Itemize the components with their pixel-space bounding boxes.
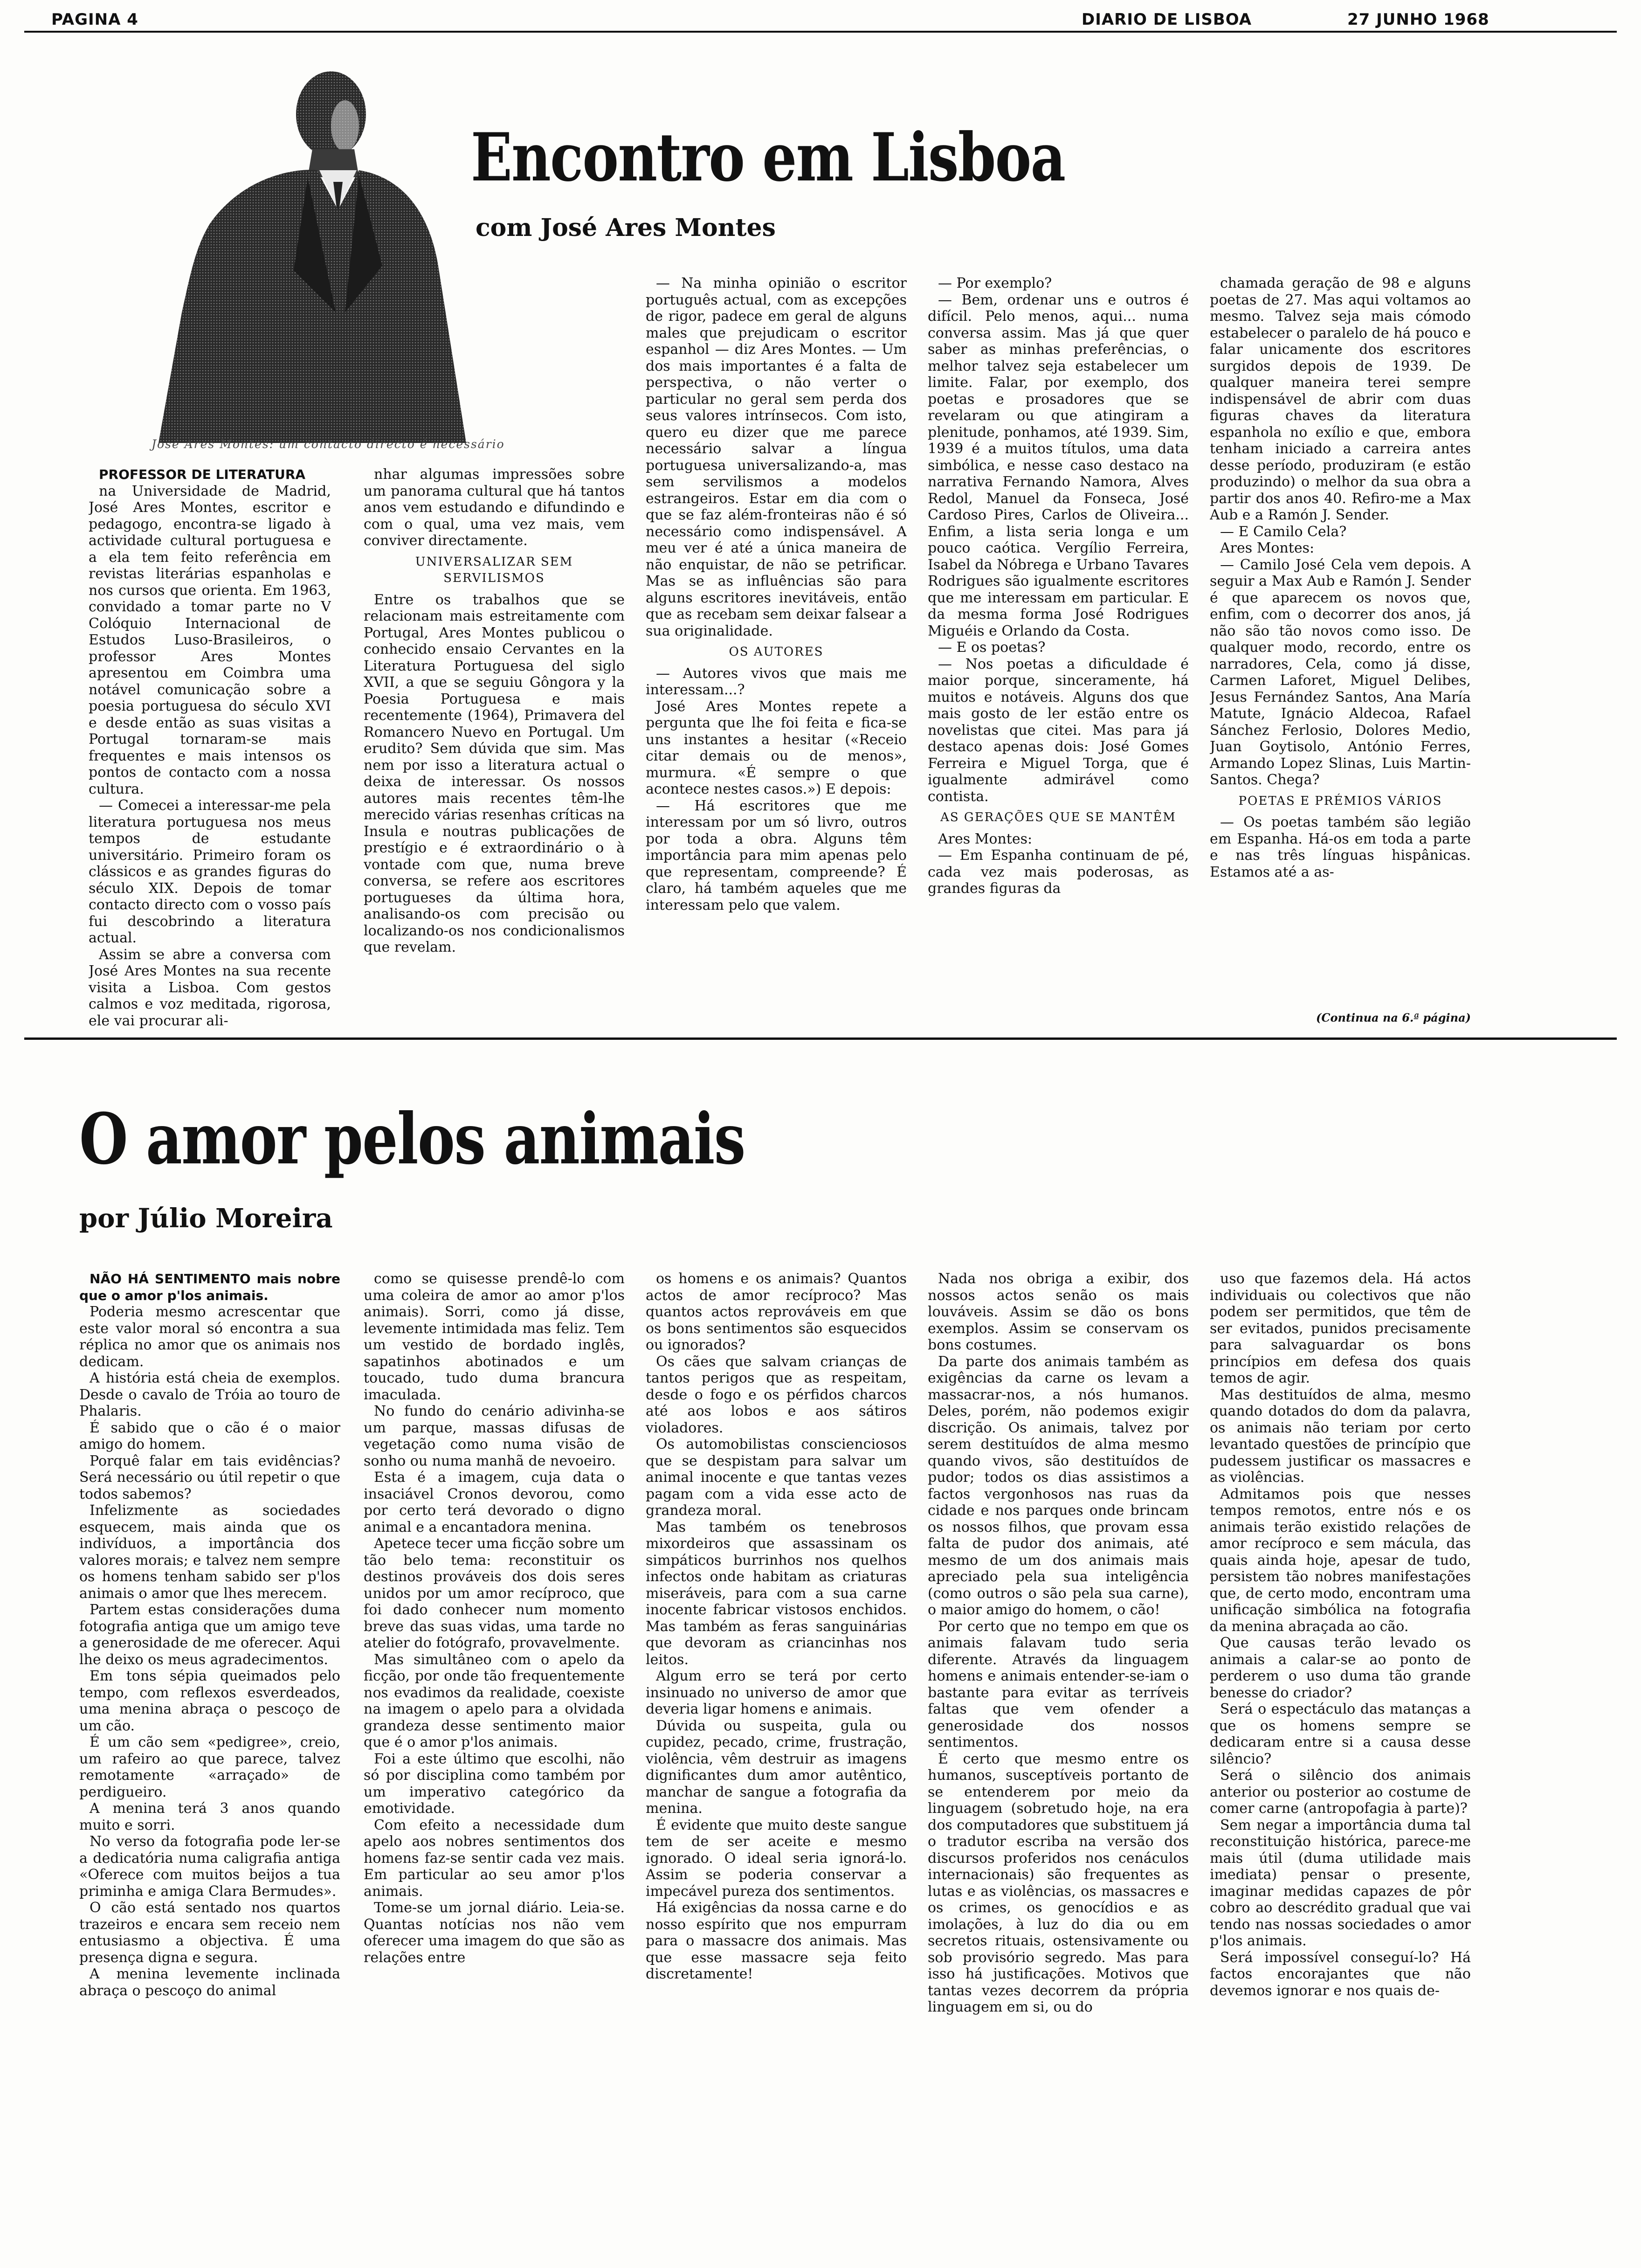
paragraph: É um cão sem «pedigree», creio, um rafeiro ao que parece, talvez remotamente «arraçado» de perdigueiro. (79, 1734, 340, 1800)
paragraph: Mas simultâneo com o apelo da ficção, por onde tão frequentemente nos evadimos da realidade, coexiste na imagem o apelo para a olvidada grandeza desse sentimento maior que é o amor p'los animais. (364, 1651, 625, 1750)
article1-col3 (646, 275, 907, 1030)
paragraph: Ares Montes: (1220, 540, 1315, 556)
article2-byline: por Júlio Moreira (79, 1203, 333, 1234)
continued-note: (Continua na 6.ª página) (1316, 1011, 1471, 1024)
paragraph: — Autores vivos que mais me interessam...? (646, 665, 907, 698)
article1-subtitle: com José Ares Montes (476, 214, 776, 242)
paragraph: — Os poetas também são legião em Espanha. Há-os em toda a parte e nas três línguas hispânicas. Estamos até a as- (1210, 814, 1471, 880)
article1-col4 (928, 275, 1189, 1030)
paragraph: A história está cheia de exemplos. Desde o cavalo de Tróia ao touro de Phalaris. (79, 1370, 340, 1419)
paragraph: — Em Espanha continuam de pé, cada vez mais poderosas, as grandes figuras da (928, 847, 1189, 897)
newspaper-name: DIARIO DE LISBOA (1082, 10, 1252, 29)
paragraph: — Camilo José Cela vem depois. A seguir a Max Aub e Ramón J. Sender é que aparecem os novos que, enfim, com o decorrer dos anos, já não são tão novos como isso. De qualquer modo, recordo, entre os narradores, Cela, como já disse, Carmen Laforet, Miguel Delibes, Jesus Fernández Santos, Ana María Matute, Ignácio Aldecoa, Rafael Sánchez Ferlosio, Dolores Medio, Juan Goytisolo, António Ferres, Armando Lopez Slinas, Luis Martin-Santos. Chega? (1210, 556, 1471, 788)
paragraph: como se quisesse prendê-lo com uma coleira de amor ao amor p'los animais). Sorri, como já disse, levemente intimidada mas feliz. Tem um vestido de bordado inglês, sapatinhos abotinados e um toucado, tudo duma brancura imaculada. (364, 1271, 625, 1403)
paragraph: Dúvida ou suspeita, gula ou cupidez, pecado, crime, frustração, violência, vêm destruir as imagens dignificantes dum amor autêntico, manchar de sangue a fotografia da menina. (646, 1717, 907, 1817)
paragraph: Da parte dos animais também as exigências da carne os levam a massacrar-nos, a nós humanos. Deles, porém, não podemos exigir discrição. Os animais, talvez por serem destituídos de alma mesmo quando vivos, são destituídos de pudor; todos os dias assistimos a factos vergonhosos nas ruas da cidade e nos parques onde brincam os nossos filhos, que provam essa falta de pudor dos animais, até mesmo de um dos animais mais apreciado pela sua inteligência (como outros o são pela sua carne), o maior amigo do homem, o cão! (928, 1353, 1189, 1618)
section-heading: POETAS E PRÉMIOS VÁRIOS (1238, 794, 1442, 808)
paragraph: — E os poetas? (938, 639, 1046, 656)
paragraph: Entre os trabalhos que se relacionam mais estreitamente com Portugal, Ares Montes publicou o conhecido ensaio Cervantes en la Literatura Portuguesa del siglo XVII, a que se seguiu Gôngora y la Poesia Portuguesa e mais recentemente (1964), Primavera del Romancero Nuevo en Portugal. Um erudito? Sem dúvida que sim. Mas nem por isso a literatura actual o deixa de interessar. Os nossos autores mais recentes têm-lhe merecido várias resenhas críticas na Insula e noutras publicações de prestígio e é extraordinário o à vontade com que, numa breve conversa, se refere aos escritores portugueses da última hora, analisando-os com precisão ou localizando-os nos condicionalismos que revelam. (364, 591, 625, 955)
paragraph: Por certo que no tempo em que os animais falavam tudo seria diferente. Através da linguagem homens e animais entender-se-iam o bastante para evitar as terríveis faltas que vem ofender a generosidade dos nossos sentimentos. (928, 1618, 1189, 1750)
paragraph: Ares Montes: (938, 830, 1033, 847)
paragraph: — Comecei a interessar-me pela literatura portuguesa nos meus tempos de estudante universitário. Primeiro foram os clássicos e as grandes figuras do século XIX. Depois de tomar contacto directo com o vosso país fui descobrindo a literatura actual. (89, 797, 331, 946)
paragraph: — Há escritores que me interessam por um só livro, outros por toda a obra. Alguns têm importância para mim apenas pelo que representam, compreende? É claro, há também aqueles que me interessam pelo que valem. (646, 797, 907, 913)
paragraph: Em tons sépia queimados pelo tempo, com reflexos esverdeados, uma menina abraça o pescoço de um cão. (79, 1668, 340, 1734)
article2-col1 (79, 1271, 340, 2073)
paragraph: Será impossível conseguí-lo? Há factos encorajantes que não devemos ignorar e nos quais de- (1210, 1949, 1471, 1999)
paragraph: Nada nos obriga a exibir, dos nossos actos senão os mais louváveis. Assim se dão os bons exemplos. Assim se conservam os bons costumes. (928, 1271, 1189, 1353)
paragraph: chamada geração de 98 e alguns poetas de 27. Mas aqui voltamos ao mesmo. Talvez seja mais cómodo estabelecer o paralelo de há pouco e falar unicamente dos escritores surgidos depois de 1939. De qualquer maneira terei sempre indispensável de abrir com duas figuras chaves da literatura espanhola no exílio e que, embora tenham iniciado a carreira antes desse período, produziram (e estão produzindo) o melhor da sua obra a partir dos anos 40. Refiro-me a Max Aub e a Ramón J. Sender. (1210, 275, 1471, 523)
paragraph: A menina levemente inclinada abraça o pescoço do animal (79, 1966, 340, 1999)
paragraph: Será o silêncio dos animais anterior ou posterior ao costume de comer carne (antropofagia à parte)? (1210, 1767, 1471, 1817)
article1-col2 (364, 466, 625, 1030)
article-divider (24, 1037, 1617, 1040)
photo-caption: José Ares Montes: um contacto directo é necessário (152, 437, 505, 451)
paragraph: Mas destituídos de alma, mesmo quando dotados do dom da palavra, os animais não teriam por certo levantado questões de princípio que pudessem justificar os massacres e as violências. (1210, 1386, 1471, 1486)
paragraph: Assim se abre a conversa com José Ares Montes na sua recente visita a Lisboa. Com gestos calmos e voz meditada, rigorosa, ele vai procurar ali- (89, 946, 331, 1029)
lead-paragraph: NÃO HÁ SENTIMENTO mais nobre que o amor p'los animais. (79, 1271, 340, 1303)
section-heading: AS GERAÇÕES QUE SE MANTÊM (940, 810, 1176, 824)
paragraph: Poderia mesmo acrescentar que este valor moral só encontra a sua réplica no amor que os animais nos dedicam. (79, 1304, 340, 1370)
paragraph: Há exigências da nossa carne e do nosso espírito que nos empurram para o massacre dos animais. Mas que esse massacre seja feito discretamente! (646, 1900, 907, 1982)
paragraph: — E Camilo Cela? (1220, 523, 1347, 540)
paragraph: Esta é a imagem, cuja data o insaciável Cronos devorou, como por certo terá devorado o digno animal e a encantadora menina. (364, 1469, 625, 1535)
paragraph: Tome-se um jornal diário. Leia-se. Quantas notícias nos não vem oferecer uma imagem do que são as relações entre (364, 1900, 625, 1966)
paragraph: Os automobilistas conscienciosos que se despistam para salvar um animal inocente e que tantas vezes pagam com a vida esse acto de grandeza moral. (646, 1436, 907, 1519)
paragraph: nhar algumas impressões sobre um panorama cultural que há tantos anos vem estudando e difundindo e com o qual, uma vez mais, vem conviver directamente. (364, 466, 625, 549)
header-rule (24, 31, 1617, 33)
article2-col5 (1210, 1271, 1471, 2073)
paragraph: Mas também os tenebrosos mixordeiros que assassinam os simpáticos burrinhos nos quelhos infectos onde habitam as criaturas miseráveis, para com a sua carne inocente fabricar vistosos enchidos. Mas também as feras sanguinárias que devoram as criancinhas nos leitos. (646, 1519, 907, 1668)
paragraph: Apetece tecer uma ficção sobre um tão belo tema: reconstituir os destinos prováveis dos dois seres unidos por um amor recíproco, que foi dado conhecer num momento breve das suas vidas, uma tarde no atelier do fotógrafo, provavelmente. (364, 1535, 625, 1651)
paragraph: Admitamos pois que nesses tempos remotos, entre nós e os animais terão existido relações de amor recíproco e sem mácula, das quais ainda hoje, apesar de tudo, persistem tão nobres manifestações que, de certo modo, encontram uma unificação simbólica na fotografia da menina abraçada ao cão. (1210, 1486, 1471, 1635)
article2-col3 (646, 1271, 907, 2073)
paragraph: É evidente que muito deste sangue tem de ser aceite e mesmo ignorado. O ideal seria ignorá-lo. Assim se poderia conservar a impecável pureza dos sentimentos. (646, 1817, 907, 1900)
paragraph: uso que fazemos dela. Há actos individuais ou colectivos que não podem ser permitidos, que têm de ser evitados, punidos precisamente para salvaguardar os bons princípios em defesa dos quais temos de agir. (1210, 1271, 1471, 1386)
paragraph: No fundo do cenário adivinha-se um parque, massas difusas de vegetação como numa visão de sonho ou numa manhã de nevoeiro. (364, 1403, 625, 1469)
paragraph: Porquê falar em tais evidências? Será necessário ou útil repetir o que todos sabemos? (79, 1452, 340, 1502)
paragraph: A menina terá 3 anos quando muito e sorri. (79, 1800, 340, 1833)
paragraph: O cão está sentado nos quartos trazeiros e encara sem receio nem entusiasmo a objectiva. É uma presença digna e segura. (79, 1900, 340, 1966)
paragraph: Os cães que salvam crianças de tantos perigos que as respeitam, desde o fogo e os pérfidos charcos até aos lobos e aos sátiros violadores. (646, 1353, 907, 1436)
issue-date: 27 JUNHO 1968 (1347, 10, 1489, 29)
paragraph: É certo que mesmo entre os humanos, susceptíveis portanto de se entenderem por meio da linguagem (sobretudo hoje, na era dos computadores que substituem já o tradutor escriba na versão dos discursos proferidos nos cenáculos internacionais) são frequentes as lutas e as violências, os massacres e os crimes, os genocídios e as imolações, à luz do dia ou em secretos rituais, ostensivamente ou sob provisório segredo. Mas para isso há justificações. Motivos que tantas vezes decorrem da própria linguagem em si, ou do (928, 1750, 1189, 2015)
lead-paragraph: PROFESSOR DE LITERATURA (99, 467, 306, 482)
paragraph: — Na minha opinião o escritor português actual, com as excepções de rigor, padece em geral de alguns males que prejudicam o escritor espanhol — diz Ares Montes. — Um dos mais importantes é a falta de perspectiva, o não verter o particular no geral sem perda dos seus valores intrínsecos. Com isto, quero eu dizer que me parece necessário salvar a língua portuguesa universalizando-a, mas sem servilismos a modelos estrangeiros. Estar em dia com o que se faz além-fronteiras não é só necessário como indispensável. A meu ver é até a única maneira de não enquistar, de não se petrificar. Mas se as influências são para alguns escritores inevitáveis, então que as recebam sem deixar falsear a sua originalidade. (646, 275, 907, 639)
paragraph: — Nos poetas a dificuldade é maior porque, sinceramente, há muitos e notáveis. Alguns dos que mais gosto de ler estão entre os novelistas que citei. Mas para já destaco apenas dois: José Gomes Ferreira e Miguel Torga, que é igualmente admirável como contista. (928, 656, 1189, 805)
paragraph: Sem negar a importância duma tal reconstituição histórica, parece-me mais útil (duma utilidade mais imediata) pensar o presente, imaginar medidas capazes de pôr cobro ao descrédito gradual que vai tendo nas nossas sociedades o amor p'los animais. (1210, 1817, 1471, 1949)
section-heading: OS AUTORES (729, 645, 824, 659)
portrait-photo (140, 70, 476, 443)
paragraph: Algum erro se terá por certo insinuado no universo de amor que deveria ligar homens e animais. (646, 1668, 907, 1717)
paragraph: — Bem, ordenar uns e outros é difícil. Pelo menos, aqui... numa conversa assim. Mas já que quer saber as minhas preferências, o melhor talvez seja estabelecer um limite. Falar, por exemplo, dos poetas e prosadores que se revelaram ou que atingiram a plenitude, ponhamos, até 1939. Sim, 1939 é a muitos títulos, uma data simbólica, e nesse caso destaco na narrativa Fernando Namora, Alves Redol, Manuel da Fonseca, José Cardoso Pires, Carlos de Oliveira... Enfim, a lista seria longa e um pouco caótica. Vergílio Ferreira, Isabel da Nóbrega e Urbano Tavares Rodrigues são igualmente escritores que me interessam em particular. E da mesma forma José Rodrigues Miguéis e Orlando da Costa. (928, 291, 1189, 639)
paragraph: José Ares Montes repete a pergunta que lhe foi feita e fica-se uns instantes a hesitar («Receio citar demais ou de menos», murmura. «É sempre o que acontece nestes casos.») E depois: (646, 698, 907, 797)
paragraph: Será o espectáculo das matanças a que os homens sempre se dedicaram entre si a causa desse silêncio? (1210, 1701, 1471, 1767)
paragraph: É sabido que o cão é o maior amigo do homem. (79, 1419, 340, 1452)
paragraph: Infelizmente as sociedades esquecem, mais ainda que os indivíduos, a importância dos valores morais; e talvez nem sempre os homens tenham sabido ser p'los animais o amor que lhes merecem. (79, 1502, 340, 1602)
article1-col5 (1210, 275, 1471, 1003)
paragraph: No verso da fotografia pode ler-se a dedicatória numa caligrafia antiga «Oferece com muitos beijos a tua priminha e amiga Clara Bermudes». (79, 1833, 340, 1900)
paragraph: Com efeito a necessidade dum apelo aos nobres sentimentos dos homens faz-se sentir cada vez mais. Em particular ao seu amor p'los animais. (364, 1817, 625, 1900)
paragraph: na Universidade de Madrid, José Ares Montes, escritor e pedagogo, encontra-se ligado à actividade cultural portuguesa e a ela tem feito referência em revistas literárias espanholas e nos cursos que orienta. Em 1963, convidado a tomar parte no V Colóquio Internacional de Estudos Luso-Brasileiros, o professor Ares Montes apresentou em Coimbra uma notável comunicação sobre a poesia portuguesa do século XVI e desde então as suas visitas a Portugal tornaram-se mais frequentes e mais intensos os pontos de contacto com a nossa cultura. (89, 483, 331, 797)
section-heading: UNIVERSALIZAR SEM SERVILISMOS (415, 554, 573, 585)
article2-col4 (928, 1271, 1189, 2073)
page-label: PAGINA 4 (51, 10, 138, 29)
article1-title: Encontro em Lisboa (471, 119, 1065, 196)
article2-title: O amor pelos animais (79, 1098, 745, 1180)
paragraph: os homens e os animais? Quantos actos de amor recíproco? Mas quantos actos reprováveis em que os bons sentimentos são esquecidos ou ignorados? (646, 1271, 907, 1353)
paragraph: — Por exemplo? (938, 275, 1052, 291)
paragraph: Foi a este último que escolhi, não só por disciplina como também por um imperativo categórico da emotividade. (364, 1750, 625, 1817)
article2-col2 (364, 1271, 625, 2073)
paragraph: Que causas terão levado os animais a calar-se ao ponto de perderem o uso duma tão grande benesse do criador? (1210, 1635, 1471, 1701)
article1-col1 (89, 466, 331, 1030)
paragraph: Partem estas considerações duma fotografia antiga que um amigo teve a generosidade de me oferecer. Aqui lhe deixo os meus agradecimentos. (79, 1602, 340, 1668)
